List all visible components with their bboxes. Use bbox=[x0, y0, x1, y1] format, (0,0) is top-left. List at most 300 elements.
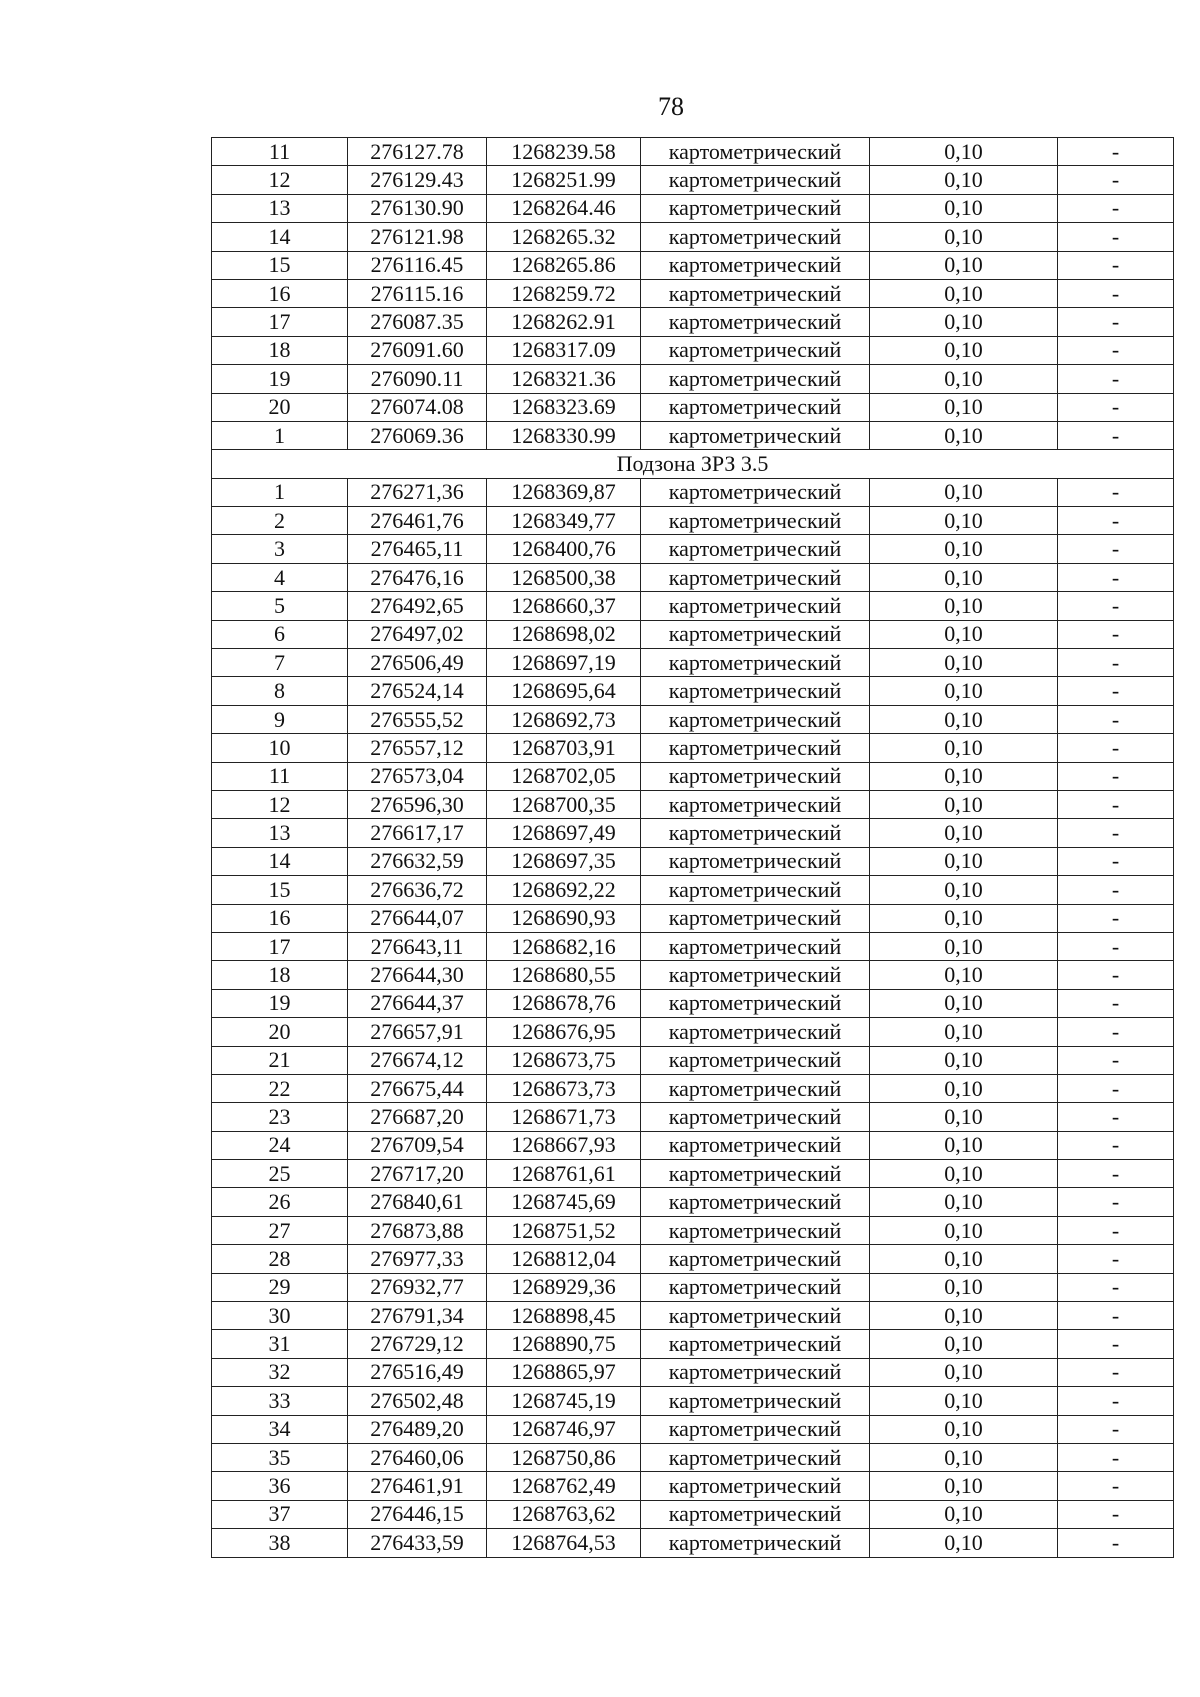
x-coordinate-cell: 276687,20 bbox=[348, 1103, 487, 1131]
table-row bbox=[212, 932, 1174, 960]
accuracy-cell: 0,10 bbox=[870, 1330, 1058, 1358]
table-row bbox=[212, 1216, 1174, 1244]
table-row bbox=[212, 762, 1174, 790]
accuracy-cell: 0,10 bbox=[870, 1415, 1058, 1443]
note-cell: - bbox=[1058, 1415, 1174, 1443]
x-coordinate-cell: 276644,30 bbox=[348, 961, 487, 989]
table-row bbox=[212, 365, 1174, 393]
page-number: 78 bbox=[658, 92, 684, 121]
accuracy-cell: 0,10 bbox=[870, 421, 1058, 449]
table-row bbox=[212, 1302, 1174, 1330]
point-number-cell: 37 bbox=[212, 1500, 348, 1528]
y-coordinate-cell: 1268697,19 bbox=[487, 649, 641, 677]
point-number-cell: 4 bbox=[212, 563, 348, 591]
y-coordinate-cell: 1268265.32 bbox=[487, 223, 641, 251]
y-coordinate-cell: 1268251.99 bbox=[487, 166, 641, 194]
accuracy-cell: 0,10 bbox=[870, 1472, 1058, 1500]
point-number-cell: 16 bbox=[212, 904, 348, 932]
y-coordinate-cell: 1268695,64 bbox=[487, 677, 641, 705]
method-cell: картометрический bbox=[641, 1273, 870, 1301]
method-cell: картометрический bbox=[641, 1387, 870, 1415]
y-coordinate-cell: 1268500,38 bbox=[487, 563, 641, 591]
x-coordinate-cell: 276091.60 bbox=[348, 336, 487, 364]
point-number-cell: 1 bbox=[212, 421, 348, 449]
point-number-cell: 11 bbox=[212, 762, 348, 790]
method-cell: картометрический bbox=[641, 308, 870, 336]
note-cell: - bbox=[1058, 535, 1174, 563]
accuracy-cell: 0,10 bbox=[870, 535, 1058, 563]
table-row bbox=[212, 677, 1174, 705]
x-coordinate-cell: 276129.43 bbox=[348, 166, 487, 194]
point-number-cell: 12 bbox=[212, 166, 348, 194]
table-row bbox=[212, 336, 1174, 364]
y-coordinate-cell: 1268750,86 bbox=[487, 1443, 641, 1471]
accuracy-cell: 0,10 bbox=[870, 904, 1058, 932]
accuracy-cell: 0,10 bbox=[870, 1018, 1058, 1046]
y-coordinate-cell: 1268678,76 bbox=[487, 989, 641, 1017]
accuracy-cell: 0,10 bbox=[870, 932, 1058, 960]
accuracy-cell: 0,10 bbox=[870, 393, 1058, 421]
x-coordinate-cell: 276069.36 bbox=[348, 421, 487, 449]
method-cell: картометрический bbox=[641, 677, 870, 705]
point-number-cell: 34 bbox=[212, 1415, 348, 1443]
y-coordinate-cell: 1268690,93 bbox=[487, 904, 641, 932]
note-cell: - bbox=[1058, 762, 1174, 790]
point-number-cell: 13 bbox=[212, 194, 348, 222]
x-coordinate-cell: 276476,16 bbox=[348, 563, 487, 591]
note-cell: - bbox=[1058, 478, 1174, 506]
x-coordinate-cell: 276074.08 bbox=[348, 393, 487, 421]
point-number-cell: 36 bbox=[212, 1472, 348, 1500]
point-number-cell: 15 bbox=[212, 251, 348, 279]
method-cell: картометрический bbox=[641, 251, 870, 279]
x-coordinate-cell: 276573,04 bbox=[348, 762, 487, 790]
table-row bbox=[212, 507, 1174, 535]
accuracy-cell: 0,10 bbox=[870, 1273, 1058, 1301]
x-coordinate-cell: 276489,20 bbox=[348, 1415, 487, 1443]
accuracy-cell: 0,10 bbox=[870, 847, 1058, 875]
x-coordinate-cell: 276643,11 bbox=[348, 932, 487, 960]
note-cell: - bbox=[1058, 507, 1174, 535]
table-row bbox=[212, 1188, 1174, 1216]
accuracy-cell: 0,10 bbox=[870, 507, 1058, 535]
y-coordinate-cell: 1268239.58 bbox=[487, 138, 641, 166]
table-row bbox=[212, 989, 1174, 1017]
point-number-cell: 14 bbox=[212, 223, 348, 251]
method-cell: картометрический bbox=[641, 876, 870, 904]
x-coordinate-cell: 276492,65 bbox=[348, 592, 487, 620]
y-coordinate-cell: 1268330.99 bbox=[487, 421, 641, 449]
y-coordinate-cell: 1268671,73 bbox=[487, 1103, 641, 1131]
y-coordinate-cell: 1268259.72 bbox=[487, 279, 641, 307]
accuracy-cell: 0,10 bbox=[870, 876, 1058, 904]
accuracy-cell: 0,10 bbox=[870, 308, 1058, 336]
point-number-cell: 18 bbox=[212, 961, 348, 989]
table-row bbox=[212, 705, 1174, 733]
accuracy-cell: 0,10 bbox=[870, 1245, 1058, 1273]
table-row bbox=[212, 393, 1174, 421]
accuracy-cell: 0,10 bbox=[870, 705, 1058, 733]
table-row bbox=[212, 535, 1174, 563]
y-coordinate-cell: 1268763,62 bbox=[487, 1500, 641, 1528]
y-coordinate-cell: 1268898,45 bbox=[487, 1302, 641, 1330]
accuracy-cell: 0,10 bbox=[870, 1216, 1058, 1244]
method-cell: картометрический bbox=[641, 1302, 870, 1330]
x-coordinate-cell: 276729,12 bbox=[348, 1330, 487, 1358]
table-row bbox=[212, 223, 1174, 251]
note-cell: - bbox=[1058, 1387, 1174, 1415]
accuracy-cell: 0,10 bbox=[870, 734, 1058, 762]
point-number-cell: 20 bbox=[212, 1018, 348, 1046]
table-row bbox=[212, 1358, 1174, 1386]
accuracy-cell: 0,10 bbox=[870, 1500, 1058, 1528]
x-coordinate-cell: 276557,12 bbox=[348, 734, 487, 762]
x-coordinate-cell: 276502,48 bbox=[348, 1387, 487, 1415]
x-coordinate-cell: 276617,17 bbox=[348, 819, 487, 847]
x-coordinate-cell: 276271,36 bbox=[348, 478, 487, 506]
accuracy-cell: 0,10 bbox=[870, 1443, 1058, 1471]
method-cell: картометрический bbox=[641, 1330, 870, 1358]
table-row bbox=[212, 1245, 1174, 1273]
note-cell: - bbox=[1058, 336, 1174, 364]
y-coordinate-cell: 1268745,69 bbox=[487, 1188, 641, 1216]
point-number-cell: 17 bbox=[212, 308, 348, 336]
accuracy-cell: 0,10 bbox=[870, 279, 1058, 307]
note-cell: - bbox=[1058, 166, 1174, 194]
note-cell: - bbox=[1058, 790, 1174, 818]
x-coordinate-cell: 276116.45 bbox=[348, 251, 487, 279]
x-coordinate-cell: 276644,37 bbox=[348, 989, 487, 1017]
accuracy-cell: 0,10 bbox=[870, 365, 1058, 393]
note-cell: - bbox=[1058, 194, 1174, 222]
point-number-cell: 2 bbox=[212, 507, 348, 535]
point-number-cell: 19 bbox=[212, 989, 348, 1017]
method-cell: картометрический bbox=[641, 620, 870, 648]
method-cell: картометрический bbox=[641, 1018, 870, 1046]
method-cell: картометрический bbox=[641, 790, 870, 818]
table-row bbox=[212, 1103, 1174, 1131]
point-number-cell: 32 bbox=[212, 1358, 348, 1386]
y-coordinate-cell: 1268323.69 bbox=[487, 393, 641, 421]
point-number-cell: 13 bbox=[212, 819, 348, 847]
x-coordinate-cell: 276674,12 bbox=[348, 1046, 487, 1074]
accuracy-cell: 0,10 bbox=[870, 961, 1058, 989]
table-row bbox=[212, 308, 1174, 336]
point-number-cell: 10 bbox=[212, 734, 348, 762]
point-number-cell: 15 bbox=[212, 876, 348, 904]
table-row bbox=[212, 1529, 1174, 1557]
accuracy-cell: 0,10 bbox=[870, 1160, 1058, 1188]
accuracy-cell: 0,10 bbox=[870, 592, 1058, 620]
method-cell: картометрический bbox=[641, 847, 870, 875]
method-cell: картометрический bbox=[641, 166, 870, 194]
point-number-cell: 27 bbox=[212, 1216, 348, 1244]
note-cell: - bbox=[1058, 1216, 1174, 1244]
accuracy-cell: 0,10 bbox=[870, 1529, 1058, 1557]
table-row bbox=[212, 1415, 1174, 1443]
y-coordinate-cell: 1268265.86 bbox=[487, 251, 641, 279]
note-cell: - bbox=[1058, 1273, 1174, 1301]
note-cell: - bbox=[1058, 932, 1174, 960]
method-cell: картометрический bbox=[641, 507, 870, 535]
accuracy-cell: 0,10 bbox=[870, 166, 1058, 194]
table-row bbox=[212, 166, 1174, 194]
y-coordinate-cell: 1268317.09 bbox=[487, 336, 641, 364]
coordinates-table bbox=[211, 137, 1174, 1558]
table-row bbox=[212, 478, 1174, 506]
method-cell: картометрический bbox=[641, 365, 870, 393]
point-number-cell: 18 bbox=[212, 336, 348, 364]
y-coordinate-cell: 1268929,36 bbox=[487, 1273, 641, 1301]
method-cell: картометрический bbox=[641, 961, 870, 989]
y-coordinate-cell: 1268698,02 bbox=[487, 620, 641, 648]
point-number-cell: 29 bbox=[212, 1273, 348, 1301]
subzone-heading-row bbox=[212, 450, 1174, 478]
table-row bbox=[212, 790, 1174, 818]
method-cell: картометрический bbox=[641, 563, 870, 591]
x-coordinate-cell: 276840,61 bbox=[348, 1188, 487, 1216]
note-cell: - bbox=[1058, 705, 1174, 733]
note-cell: - bbox=[1058, 251, 1174, 279]
table-row bbox=[212, 194, 1174, 222]
y-coordinate-cell: 1268321.36 bbox=[487, 365, 641, 393]
subzone-heading: Подзона ЗРЗ 3.5 bbox=[212, 450, 1174, 478]
note-cell: - bbox=[1058, 308, 1174, 336]
method-cell: картометрический bbox=[641, 478, 870, 506]
y-coordinate-cell: 1268762,49 bbox=[487, 1472, 641, 1500]
accuracy-cell: 0,10 bbox=[870, 1131, 1058, 1159]
note-cell: - bbox=[1058, 279, 1174, 307]
table-row bbox=[212, 620, 1174, 648]
y-coordinate-cell: 1268761,61 bbox=[487, 1160, 641, 1188]
note-cell: - bbox=[1058, 393, 1174, 421]
x-coordinate-cell: 276127.78 bbox=[348, 138, 487, 166]
method-cell: картометрический bbox=[641, 705, 870, 733]
table-row bbox=[212, 138, 1174, 166]
note-cell: - bbox=[1058, 1074, 1174, 1102]
point-number-cell: 5 bbox=[212, 592, 348, 620]
method-cell: картометрический bbox=[641, 1245, 870, 1273]
y-coordinate-cell: 1268676,95 bbox=[487, 1018, 641, 1046]
table-row bbox=[212, 649, 1174, 677]
point-number-cell: 14 bbox=[212, 847, 348, 875]
point-number-cell: 11 bbox=[212, 138, 348, 166]
method-cell: картометрический bbox=[641, 1443, 870, 1471]
y-coordinate-cell: 1268349,77 bbox=[487, 507, 641, 535]
accuracy-cell: 0,10 bbox=[870, 1046, 1058, 1074]
table-row bbox=[212, 1131, 1174, 1159]
accuracy-cell: 0,10 bbox=[870, 1103, 1058, 1131]
accuracy-cell: 0,10 bbox=[870, 1387, 1058, 1415]
note-cell: - bbox=[1058, 1500, 1174, 1528]
table-row bbox=[212, 1046, 1174, 1074]
accuracy-cell: 0,10 bbox=[870, 194, 1058, 222]
accuracy-cell: 0,10 bbox=[870, 223, 1058, 251]
point-number-cell: 28 bbox=[212, 1245, 348, 1273]
point-number-cell: 33 bbox=[212, 1387, 348, 1415]
note-cell: - bbox=[1058, 677, 1174, 705]
method-cell: картометрический bbox=[641, 762, 870, 790]
table-row bbox=[212, 1160, 1174, 1188]
x-coordinate-cell: 276791,34 bbox=[348, 1302, 487, 1330]
x-coordinate-cell: 276090.11 bbox=[348, 365, 487, 393]
method-cell: картометрический bbox=[641, 1472, 870, 1500]
method-cell: картометрический bbox=[641, 1160, 870, 1188]
y-coordinate-cell: 1268764,53 bbox=[487, 1529, 641, 1557]
y-coordinate-cell: 1268700,35 bbox=[487, 790, 641, 818]
note-cell: - bbox=[1058, 734, 1174, 762]
point-number-cell: 7 bbox=[212, 649, 348, 677]
accuracy-cell: 0,10 bbox=[870, 1358, 1058, 1386]
y-coordinate-cell: 1268697,49 bbox=[487, 819, 641, 847]
note-cell: - bbox=[1058, 876, 1174, 904]
note-cell: - bbox=[1058, 1443, 1174, 1471]
note-cell: - bbox=[1058, 961, 1174, 989]
method-cell: картометрический bbox=[641, 1216, 870, 1244]
table-row bbox=[212, 592, 1174, 620]
y-coordinate-cell: 1268865,97 bbox=[487, 1358, 641, 1386]
note-cell: - bbox=[1058, 1529, 1174, 1557]
note-cell: - bbox=[1058, 365, 1174, 393]
y-coordinate-cell: 1268692,22 bbox=[487, 876, 641, 904]
point-number-cell: 38 bbox=[212, 1529, 348, 1557]
point-number-cell: 20 bbox=[212, 393, 348, 421]
y-coordinate-cell: 1268745,19 bbox=[487, 1387, 641, 1415]
point-number-cell: 1 bbox=[212, 478, 348, 506]
x-coordinate-cell: 276516,49 bbox=[348, 1358, 487, 1386]
table-row bbox=[212, 563, 1174, 591]
note-cell: - bbox=[1058, 1160, 1174, 1188]
table-row bbox=[212, 1273, 1174, 1301]
x-coordinate-cell: 276632,59 bbox=[348, 847, 487, 875]
note-cell: - bbox=[1058, 1330, 1174, 1358]
note-cell: - bbox=[1058, 1103, 1174, 1131]
note-cell: - bbox=[1058, 563, 1174, 591]
table-row bbox=[212, 819, 1174, 847]
x-coordinate-cell: 276506,49 bbox=[348, 649, 487, 677]
table-row bbox=[212, 961, 1174, 989]
point-number-cell: 19 bbox=[212, 365, 348, 393]
table-row bbox=[212, 904, 1174, 932]
method-cell: картометрический bbox=[641, 1358, 870, 1386]
point-number-cell: 6 bbox=[212, 620, 348, 648]
note-cell: - bbox=[1058, 1358, 1174, 1386]
x-coordinate-cell: 276717,20 bbox=[348, 1160, 487, 1188]
accuracy-cell: 0,10 bbox=[870, 336, 1058, 364]
x-coordinate-cell: 276497,02 bbox=[348, 620, 487, 648]
table-row bbox=[212, 1500, 1174, 1528]
x-coordinate-cell: 276555,52 bbox=[348, 705, 487, 733]
point-number-cell: 16 bbox=[212, 279, 348, 307]
y-coordinate-cell: 1268890,75 bbox=[487, 1330, 641, 1358]
point-number-cell: 24 bbox=[212, 1131, 348, 1159]
note-cell: - bbox=[1058, 421, 1174, 449]
table-row bbox=[212, 1330, 1174, 1358]
accuracy-cell: 0,10 bbox=[870, 677, 1058, 705]
method-cell: картометрический bbox=[641, 904, 870, 932]
note-cell: - bbox=[1058, 904, 1174, 932]
table-row bbox=[212, 1387, 1174, 1415]
y-coordinate-cell: 1268702,05 bbox=[487, 762, 641, 790]
point-number-cell: 35 bbox=[212, 1443, 348, 1471]
method-cell: картометрический bbox=[641, 138, 870, 166]
method-cell: картометрический bbox=[641, 989, 870, 1017]
x-coordinate-cell: 276644,07 bbox=[348, 904, 487, 932]
x-coordinate-cell: 276130.90 bbox=[348, 194, 487, 222]
accuracy-cell: 0,10 bbox=[870, 563, 1058, 591]
y-coordinate-cell: 1268667,93 bbox=[487, 1131, 641, 1159]
note-cell: - bbox=[1058, 1046, 1174, 1074]
point-number-cell: 21 bbox=[212, 1046, 348, 1074]
table-row bbox=[212, 1472, 1174, 1500]
x-coordinate-cell: 276465,11 bbox=[348, 535, 487, 563]
method-cell: картометрический bbox=[641, 336, 870, 364]
note-cell: - bbox=[1058, 1472, 1174, 1500]
y-coordinate-cell: 1268751,52 bbox=[487, 1216, 641, 1244]
method-cell: картометрический bbox=[641, 1188, 870, 1216]
note-cell: - bbox=[1058, 1245, 1174, 1273]
note-cell: - bbox=[1058, 620, 1174, 648]
y-coordinate-cell: 1268682,16 bbox=[487, 932, 641, 960]
accuracy-cell: 0,10 bbox=[870, 1188, 1058, 1216]
coordinates-table-body bbox=[212, 138, 1174, 1558]
table-row bbox=[212, 251, 1174, 279]
x-coordinate-cell: 276675,44 bbox=[348, 1074, 487, 1102]
accuracy-cell: 0,10 bbox=[870, 790, 1058, 818]
y-coordinate-cell: 1268264.46 bbox=[487, 194, 641, 222]
accuracy-cell: 0,10 bbox=[870, 138, 1058, 166]
method-cell: картометрический bbox=[641, 1131, 870, 1159]
y-coordinate-cell: 1268369,87 bbox=[487, 478, 641, 506]
note-cell: - bbox=[1058, 223, 1174, 251]
table-row bbox=[212, 1443, 1174, 1471]
accuracy-cell: 0,10 bbox=[870, 620, 1058, 648]
x-coordinate-cell: 276087.35 bbox=[348, 308, 487, 336]
accuracy-cell: 0,10 bbox=[870, 478, 1058, 506]
method-cell: картометрический bbox=[641, 1103, 870, 1131]
point-number-cell: 31 bbox=[212, 1330, 348, 1358]
y-coordinate-cell: 1268812,04 bbox=[487, 1245, 641, 1273]
table-row bbox=[212, 1018, 1174, 1046]
x-coordinate-cell: 276657,91 bbox=[348, 1018, 487, 1046]
table-row bbox=[212, 876, 1174, 904]
method-cell: картометрический bbox=[641, 1074, 870, 1102]
point-number-cell: 23 bbox=[212, 1103, 348, 1131]
accuracy-cell: 0,10 bbox=[870, 762, 1058, 790]
x-coordinate-cell: 276461,91 bbox=[348, 1472, 487, 1500]
x-coordinate-cell: 276977,33 bbox=[348, 1245, 487, 1273]
y-coordinate-cell: 1268673,75 bbox=[487, 1046, 641, 1074]
point-number-cell: 3 bbox=[212, 535, 348, 563]
note-cell: - bbox=[1058, 649, 1174, 677]
note-cell: - bbox=[1058, 1018, 1174, 1046]
note-cell: - bbox=[1058, 1302, 1174, 1330]
note-cell: - bbox=[1058, 1131, 1174, 1159]
point-number-cell: 8 bbox=[212, 677, 348, 705]
point-number-cell: 22 bbox=[212, 1074, 348, 1102]
point-number-cell: 25 bbox=[212, 1160, 348, 1188]
x-coordinate-cell: 276460,06 bbox=[348, 1443, 487, 1471]
x-coordinate-cell: 276596,30 bbox=[348, 790, 487, 818]
method-cell: картометрический bbox=[641, 734, 870, 762]
point-number-cell: 17 bbox=[212, 932, 348, 960]
method-cell: картометрический bbox=[641, 592, 870, 620]
note-cell: - bbox=[1058, 1188, 1174, 1216]
table-row bbox=[212, 421, 1174, 449]
point-number-cell: 12 bbox=[212, 790, 348, 818]
x-coordinate-cell: 276709,54 bbox=[348, 1131, 487, 1159]
y-coordinate-cell: 1268692,73 bbox=[487, 705, 641, 733]
